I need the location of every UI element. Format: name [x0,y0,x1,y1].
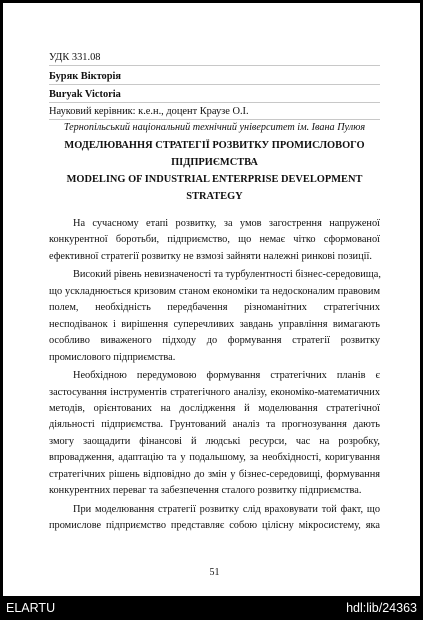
text-line: особливо виваженого підходу до формування стратегії розвитку [49,335,380,347]
document-page [49,3,380,596]
title-en-line-2: STRATEGY [186,191,243,202]
text-line: промислове підприємство представляє собою цілісну мікросистему, яка [49,520,380,532]
paragraph-3 [49,368,380,500]
affiliation: Тернопільський національний технічний університет ім. Івана Пулюя [63,122,366,133]
advisor-line: Науковий керівник: к.е.н., доцент Краузе О.І. [49,105,380,120]
text-line: впровадження, адаптацію та у подальшому, за необхідності, коригування [49,452,380,464]
udc-code: УДК 331.08 [49,51,380,66]
text-line: При моделювання стратегії розвитку слід враховувати той факт, що [73,503,380,515]
text-line: методів, орієнтованих на дослідження й моделювання стратегічної [49,402,380,414]
title-en-line-1: MODELING OF INDUSTRIAL ENTERPRISE DEVELOPMENT [66,174,363,185]
repository-footer [0,596,423,620]
paragraph-1 [49,216,380,265]
text-line: змогу заощадити фінансові й людські ресурси, час на розробку, [49,435,380,447]
text-line: конкурентної боротьби, підприємство, що немає чітко сформованої [49,234,380,246]
text-line: полем, необхідність передбачення різноманітних стратегічних [49,302,380,314]
author-en: Buryak Victoria [49,88,380,103]
author-ua: Буряк Вікторія [49,70,380,85]
text-line: промислового підприємства. [49,351,176,363]
title-ua-line-1: МОДЕЛЮВАННЯ СТРАТЕГІЇ РОЗВИТКУ ПРОМИСЛОВОГО [64,140,365,151]
handle-id: hdl:lib/24363 [346,601,417,615]
text-line: несподіванок і вирішення суперечливих завдань управління вимагають [49,318,380,330]
page-sheet [3,3,420,596]
page-number: 51 [209,567,220,578]
text-line: На сучасному етапі розвитку, за умов загострення напруженої [73,218,380,229]
paragraph-4 [49,502,380,535]
text-line: застосування інструментів стратегічного аналізу, економіко-математичних [49,386,380,398]
article-body [49,216,380,537]
title-ua-line-2: ПІДПРИЄМСТВА [171,157,258,168]
text-line: Високий рівень невизначеності та турбулентності бізнес-середовища, [73,269,381,281]
text-line: діяльності підприємства. Грунтований аналіз та прогнозування дають [49,419,380,431]
text-line: ефективної стратегії розвитку не взмозі зайняти належні ринкові позиції. [49,250,372,262]
text-line: конкурентних переваг та забезпечення сталого розвитку підприємства. [49,485,362,497]
text-line: що ускладнюється кризовим станом економіки та недосконалим правовим [49,285,380,297]
paragraph-2 [49,267,380,366]
repository-name: ELARTU [6,601,56,615]
text-line: стратегічних рішень відповідно до змін у бізнес-середовищі, формування [49,468,380,480]
text-line: Необхідною передумовою формування стратегічних планів є [73,370,380,382]
